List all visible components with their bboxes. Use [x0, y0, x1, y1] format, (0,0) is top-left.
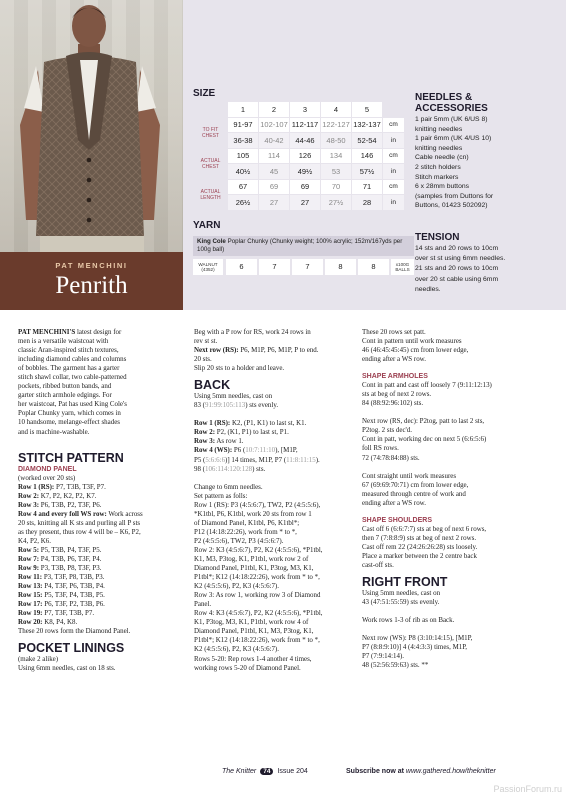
text-line: 43 (47:51:55:59) sts evenly.: [362, 598, 440, 607]
spacer: [18, 437, 186, 446]
table-cell: 27: [259, 195, 290, 211]
pattern-row: as they present, thus row 4 will be – K6, P2,: [18, 527, 141, 536]
page-number-badge: 74: [260, 768, 273, 775]
spacer: [194, 474, 352, 483]
yarn-brand: King Cole: [197, 238, 226, 245]
text-line: of bobbles. The garment has a garter: [18, 364, 120, 373]
page-footer: [0, 768, 566, 782]
table-cell: 28: [352, 195, 383, 211]
list-item: Cable needle (cn): [415, 154, 469, 162]
spacer: [362, 463, 532, 472]
text-line: Row 2: K3 (4:5:6:7), P2, K2 (4:5:5:6), *P1tbl,: [194, 545, 323, 554]
pattern-row: Row 7: P4, T3B, P6, T3F, P4.: [18, 554, 102, 563]
text-line: ending after a WS row.: [362, 498, 426, 507]
text-line: Next row (RS, dec): P2tog, patt to last 2 sts,: [362, 417, 485, 426]
yarn-shade: WALNUT (4352): [193, 259, 223, 275]
designer-name: PAT MENCHINI: [55, 261, 128, 270]
text-line: cast-off sts.: [362, 560, 394, 569]
intro-paragraph: [18, 328, 186, 337]
size-col-3: 3: [290, 102, 321, 118]
table-cell: 126: [290, 148, 321, 164]
text-line: stitch shawl collar, two cable-patterned: [18, 373, 127, 382]
text-line: Using 6mm needles, cast on 18 sts.: [18, 664, 116, 673]
row-label-to-fit-chest: TO FIT CHEST: [194, 117, 228, 148]
size-col-5: 5: [352, 102, 383, 118]
table-cell: 27: [290, 195, 321, 211]
pattern-row: Row 11: P3, T3F, P8, T3B, P3.: [18, 573, 105, 582]
text-line: Diamond Panel, P1tbl, K1, P3tog, M3, K1,: [194, 564, 314, 573]
yarn-amount: 7: [259, 259, 290, 275]
text-line: 67 (69:69:70:71) cm from lower edge,: [362, 480, 469, 489]
pattern-row: Row 1 (RS): K2, (P1, K1) to last st, K1.: [194, 419, 307, 428]
pattern-row: Row 15: P5, T3F, P4, T3B, P5.: [18, 591, 105, 600]
text-line: 20 sts.: [194, 355, 212, 364]
text-line: Using 5mm needles, cast on: [194, 392, 273, 401]
pattern-row: Row 2: K7, P2, K2, P2, K7.: [18, 491, 97, 500]
pattern-row: 20 sts, knitting all K sts and purling all P sts: [18, 518, 141, 527]
tension-heading: TENSION: [415, 232, 460, 243]
text-line: 48 (52:56:59:63) sts. **: [362, 661, 429, 670]
text-line: working rows 5-20 of Diamond Panel.: [194, 663, 301, 672]
unit-cell: in: [383, 133, 405, 149]
table-row: [194, 179, 405, 195]
table-cell: 27½: [321, 195, 352, 211]
table-cell: 40½: [228, 164, 259, 180]
text-line: classic Aran-inspired stitch textures,: [18, 346, 119, 355]
text-line: her waistcoat, Pat has used King Cole's: [18, 400, 127, 409]
pattern-row: Row 2: P2, (K1, P1) to last st, P1.: [194, 428, 289, 437]
table-cell: 112-117: [290, 117, 321, 133]
text-line: Place a marker between the 2 centre back: [362, 551, 477, 560]
spacer: [362, 364, 532, 368]
text-line: Row 4: K3 (4:5:6:7), P2, K2 (4:5:5:6), *P1tbl,: [194, 609, 323, 618]
text-line: ending after a WS row.: [362, 355, 426, 364]
table-row: [194, 117, 405, 133]
list-item: Stitch markers: [415, 173, 459, 181]
text-line: Cont in patt and cast off loosely 7 (9:11:12:13): [362, 381, 492, 390]
table-cell: 49½: [290, 164, 321, 180]
yarn-detail: Poplar Chunky (Chunky weight; 100% acrylic; 152m/167yds per 100g ball): [197, 238, 403, 253]
pattern-row: Row 20: K8, P4, K8.: [18, 618, 78, 627]
pattern-row: Row 3: As row 1.: [194, 437, 244, 446]
table-cell: 102-107: [259, 117, 290, 133]
text-line: Set pattern as folls:: [194, 491, 248, 500]
column-2: [194, 328, 352, 673]
table-cell: 105: [228, 148, 259, 164]
back-heading: BACK: [194, 378, 231, 393]
text-line: 14 sts and 20 rows to 10cm: [415, 245, 499, 252]
spacer: [362, 625, 532, 634]
footer-magazine: [222, 768, 308, 775]
yarn-unit: x100G BALLS: [391, 259, 414, 275]
text-line: P12 (14:18:22:26), work from * to *,: [194, 527, 297, 536]
text-line: Row 1 (RS): P3 (4:5:6:7), TW2, P2 (4:5:5:6),: [194, 500, 321, 509]
text-line: men is a versatile waistcoat with: [18, 337, 109, 346]
size-col-4: 4: [321, 102, 352, 118]
pattern-row: Row 13: P4, T3F, P6, T3B, P4.: [18, 582, 105, 591]
text-line: over 20 st cable using 6mm: [415, 275, 499, 283]
needles-heading: [415, 92, 488, 114]
yarn-amount: 7: [292, 259, 323, 275]
list-item: 1 pair 6mm (UK 4/US 10): [415, 135, 492, 143]
text-line: Rows 5-20: Rep rows 1-4 another 4 times,: [194, 654, 312, 663]
pattern-row: K4, P2, K6.: [18, 536, 51, 545]
pattern-row: Next row (RS): P6, M1P, P6, M1P, P to end.: [194, 346, 319, 355]
text-line: These 20 rows set patt.: [362, 328, 426, 336]
table-row: [194, 148, 405, 164]
subscribe-link[interactable]: www.gathered.how/theknitter: [405, 768, 496, 775]
yarn-amount: 8: [358, 259, 389, 275]
yarn-amount: 6: [226, 259, 257, 275]
table-cell: 67: [228, 179, 259, 195]
text-line: K2 (4:5:5:6), P2, K3 (4:5:6:7).: [194, 645, 279, 654]
text-line: K2 (4:5:5:6), P2, K3 (4:5:6:7).: [194, 582, 279, 591]
table-cell: 70: [321, 179, 352, 195]
table-cell: 134: [321, 148, 352, 164]
yarn-heading: YARN: [193, 220, 221, 231]
text-line: 84 (88:92:96:102) sts.: [362, 399, 424, 408]
text-line: (make 2 alike): [18, 655, 59, 664]
info-panel: [183, 0, 566, 310]
text-line: then 7 (7:8:8:9) sts at beg of next 2 rows.: [362, 533, 477, 542]
table-cell: 40-42: [259, 133, 290, 149]
row-label-actual-chest: ACTUAL CHEST: [194, 148, 228, 179]
table-cell: 114: [259, 148, 290, 164]
text-line: Cast off 6 (6:6:7:7) sts at beg of next 6 rows,: [362, 524, 487, 533]
text-line: latest design for: [75, 328, 122, 336]
needles-list: [415, 115, 563, 211]
text-line: Row 3: As row 1, working row 3 of Diamond: [194, 591, 321, 600]
table-cell: 91-97: [228, 117, 259, 133]
table-cell: 48-50: [321, 133, 352, 149]
pattern-row: Row 4 and every foll WS row: Work across: [18, 509, 143, 518]
intro-lead: PAT MENCHINI'S: [18, 328, 76, 336]
title-band: [0, 252, 183, 310]
table-cell: 57½: [352, 164, 383, 180]
spacer: [194, 410, 352, 419]
text-line: Cast off rem 22 (24:26:26:28) sts loosely.: [362, 542, 478, 551]
unit-cell: in: [383, 195, 405, 211]
unit-cell: cm: [383, 148, 405, 164]
text-line: and is machine-washable.: [18, 427, 90, 436]
table-cell: 36-38: [228, 133, 259, 149]
spacer: [362, 607, 532, 616]
size-header-row: [194, 102, 405, 118]
text-line: of Diamond Panel, K1tbl, P6, K1tbl*;: [194, 518, 300, 527]
text-line: foll RS rows.: [362, 444, 399, 453]
yarn-amount: 8: [325, 259, 356, 275]
pattern-row: Row 4 (WS): P6 (10:7:11:10), [M1P,: [194, 446, 298, 455]
text-line: Cont straight until work measures: [362, 471, 457, 480]
text-line: Work rows 1-3 of rib as on Back.: [362, 616, 455, 625]
spacer: [362, 508, 532, 512]
list-item: (samples from Duttons for: [415, 192, 494, 200]
text-line: K1, P3tog, M3, K1, P1tbl, work row 4 of: [194, 618, 309, 627]
unit-cell: cm: [383, 179, 405, 195]
size-col-2: 2: [259, 102, 290, 118]
text-line: P7 (7:9:14:14).: [362, 652, 405, 661]
unit-cell: in: [383, 164, 405, 180]
table-cell: 26½: [228, 195, 259, 211]
column-3: [362, 328, 532, 670]
text-line: pockets, ribbed button bands, and: [18, 382, 112, 391]
spacer: [362, 408, 532, 417]
text-line: K1, M3, P3tog, K1, P1tbl, work row 2 of: [194, 554, 309, 563]
text-line: 98 (106:114:120:128) sts.: [194, 464, 266, 473]
pattern-title: Penrith: [55, 272, 128, 299]
shape-armholes-heading: SHAPE ARMHOLES: [362, 373, 428, 381]
text-line: (worked over 20 sts): [18, 473, 76, 482]
text-line: 83 (91:99:105:113) sts evenly.: [194, 401, 279, 410]
subscribe-text: Subscribe now at: [346, 768, 406, 775]
yarn-description: [193, 236, 414, 256]
size-unit-corner: [383, 102, 405, 118]
list-item: Buttons, 01423 502092): [415, 202, 488, 210]
text-line: 10 handsome, melange-effect shades: [18, 418, 120, 427]
text-line: P5 (5:6:6:6)] 14 times, M1P, P7 (11:8:11:15).: [194, 455, 320, 464]
table-cell: 69: [259, 179, 290, 195]
table-cell: 71: [352, 179, 383, 195]
size-table: [193, 101, 405, 211]
pattern-row: Row 9: P3, T3B, P8, T3F, P3.: [18, 564, 102, 573]
issue-number: Issue 204: [277, 768, 308, 775]
list-item: knitting needles: [415, 125, 463, 133]
size-corner: [194, 102, 228, 118]
text-line: Poplar Chunky yarn, which comes in: [18, 409, 121, 418]
text-line: rev st st.: [194, 337, 218, 346]
text-line: Diamond Panel, P1tbl, K1, M3, P3tog, K1,: [194, 627, 314, 636]
text-line: P1tbl*; K12 (14:18:22:26), work from * to *,: [194, 636, 320, 645]
text-line: 46 (46:45:45:45) cm from lower edge,: [362, 346, 469, 355]
table-cell: 132-137: [352, 117, 383, 133]
text-line: 72 (74:78:84:88) sts.: [362, 453, 420, 462]
text-line: Change to 6mm needles.: [194, 482, 263, 491]
text-line: over st st using 6mm needles.: [415, 255, 506, 263]
pattern-row: These 20 rows form the Diamond Panel.: [18, 627, 131, 636]
text-line: Slip 20 sts to a holder and leave.: [194, 364, 285, 373]
tension-text: [415, 244, 563, 295]
table-cell: 52-54: [352, 133, 383, 149]
text-line: *K1tbl, P6, K1tbl, work 20 sts from row 1: [194, 509, 312, 518]
text-line: sts at beg of next 2 rows.: [362, 390, 432, 399]
table-cell: 122-127: [321, 117, 352, 133]
size-col-1: 1: [228, 102, 259, 118]
text-line: Using 5mm needles, cast on: [362, 588, 441, 597]
list-item: knitting needles: [415, 144, 463, 152]
magazine-name: The Knitter: [222, 768, 257, 775]
pattern-row: Row 19: P7, T3F, T3B, P7.: [18, 609, 95, 618]
text-line: garter stitch armhole edgings. For: [18, 391, 112, 400]
size-heading: SIZE: [193, 88, 216, 99]
table-cell: 69: [290, 179, 321, 195]
shape-shoulders-heading: SHAPE SHOULDERS: [362, 516, 433, 524]
text-line: needles.: [415, 285, 441, 293]
row-label-actual-length: ACTUAL LENGTH: [194, 179, 228, 210]
pattern-row: Row 1 (RS): P7, T3B, T3F, P7.: [18, 482, 106, 491]
right-front-heading: RIGHT FRONT: [362, 574, 448, 589]
text-line: Cont in pattern until work measures: [362, 337, 462, 346]
list-item: 6 x 28mm buttons: [415, 183, 470, 191]
hero-photo: [0, 0, 183, 252]
pattern-row: Row 5: P5, T3B, P4, T3F, P5.: [18, 545, 102, 554]
table-cell: 53: [321, 164, 352, 180]
text-line: measured through centre of work and: [362, 489, 466, 498]
text-line: Next row (WS): P8 (3:10:14:15), [M1P,: [362, 634, 473, 643]
pattern-row: Row 3: P6, T3B, P2, T3F, P6.: [18, 500, 102, 509]
watermark: PassionForum.ru: [493, 784, 562, 794]
model-illustration: [0, 0, 183, 252]
text-line: P7 (8:8:9:10)] 4 (4:4:3:3) times, M1P,: [362, 643, 468, 652]
text-line: Panel.: [194, 600, 212, 609]
footer-subscribe: [346, 768, 496, 775]
text-line: Beg with a P row for RS, work 24 rows in: [194, 328, 311, 336]
stitch-pattern-heading: STITCH PATTERN: [18, 450, 124, 465]
needles-heading-line: ACCESSORIES: [415, 103, 488, 114]
needles-heading-line: NEEDLES &: [415, 92, 473, 103]
table-cell: 44-46: [290, 133, 321, 149]
table-cell: 45: [259, 164, 290, 180]
pocket-linings-heading: POCKET LININGS: [18, 641, 125, 656]
table-cell: 146: [352, 148, 383, 164]
list-item: 2 stitch holders: [415, 163, 461, 171]
pattern-row: Row 17: P6, T3F, P2, T3B, P6.: [18, 600, 105, 609]
text-line: P2tog. 2 sts dec'd.: [362, 426, 413, 435]
list-item: 1 pair 5mm (UK 6/US 8): [415, 116, 488, 123]
unit-cell: cm: [383, 117, 405, 133]
text-line: P2 (4:5:5:6), TW2, P3 (4:5:6:7).: [194, 536, 284, 545]
text-line: including diamond cables and columns: [18, 355, 127, 364]
column-1: [18, 328, 186, 674]
text-line: 21 sts and 20 rows to 10cm: [415, 265, 499, 273]
text-line: Cont in patt, working dec on next 5 (6:6:5:6): [362, 435, 487, 444]
text-line: P1tbl*; K12 (14:18:22:26), work from * to *,: [194, 573, 320, 582]
diamond-panel-heading: DIAMOND PANEL: [18, 465, 77, 473]
